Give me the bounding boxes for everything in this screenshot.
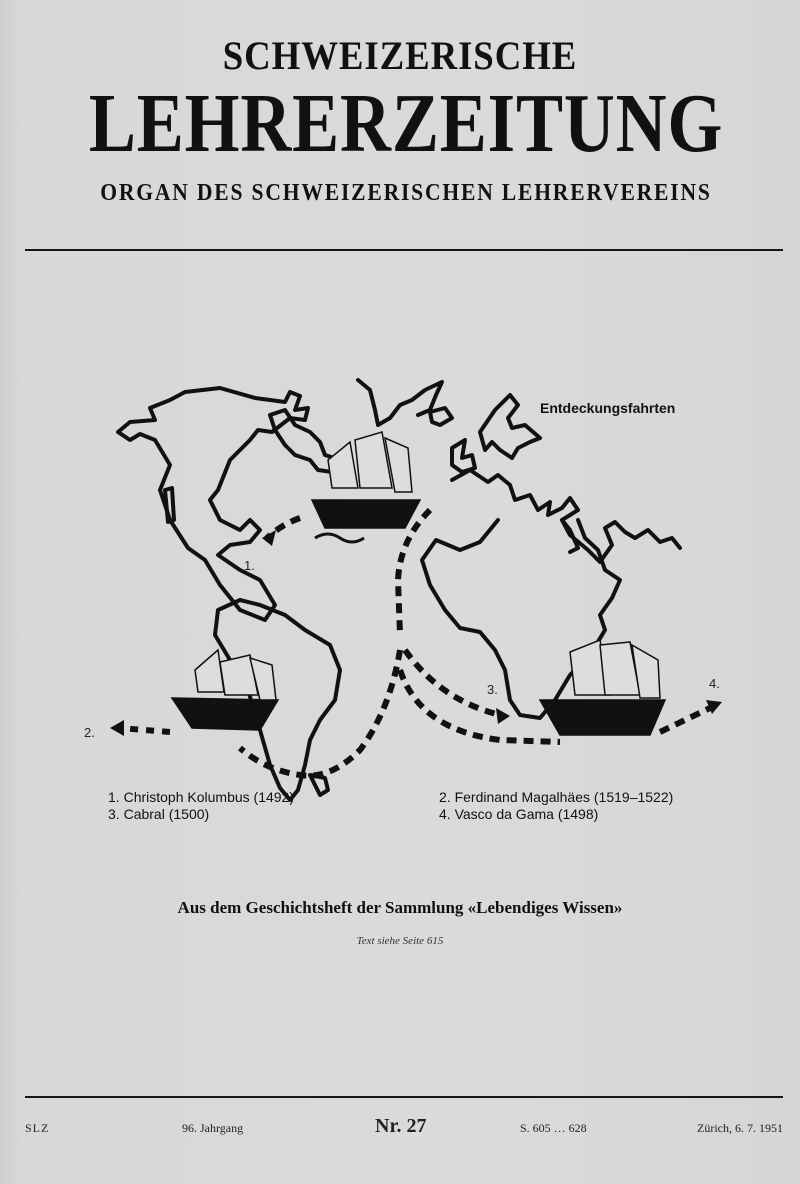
masthead-subtitle: ORGAN DES SCHWEIZERISCHEN LEHRERVEREINS xyxy=(100,180,712,206)
top-divider xyxy=(25,249,783,251)
legend-item-vasco-da-gama: 4. Vasco da Gama (1498) xyxy=(439,806,599,822)
map-legend-right xyxy=(439,789,673,823)
route-label-4: 4. xyxy=(709,676,720,691)
journal-abbreviation: SLZ xyxy=(25,1121,50,1135)
world-map-icon xyxy=(100,370,740,810)
discovery-voyages-map xyxy=(100,370,740,810)
legend-item-columbus: 1. Christoph Kolumbus (1492) xyxy=(108,789,294,805)
route-label-1: 1. xyxy=(244,558,255,573)
issue-footer xyxy=(25,1116,783,1140)
map-title: Entdeckungsfahrten xyxy=(540,400,676,416)
volume-number: 96. Jahrgang xyxy=(182,1121,244,1135)
masthead-title: LEHRERZEITUNG xyxy=(88,77,724,170)
masthead-line1: SCHWEIZERISCHE xyxy=(222,33,578,78)
bottom-divider xyxy=(25,1096,783,1098)
illustration-caption: Aus dem Geschichtsheft der Sammlung «Lebendiges Wissen» xyxy=(177,898,623,917)
legend-item-magalhaes: 2. Ferdinand Magalhäes (1519–1522) xyxy=(439,789,674,805)
issue-number: Nr. 27 xyxy=(375,1115,427,1137)
page-reference: Text siehe Seite 615 xyxy=(356,935,444,947)
map-legend-left xyxy=(108,789,294,823)
route-label-3: 3. xyxy=(487,682,498,697)
place-date: Zürich, 6. 7. 1951 xyxy=(697,1121,783,1135)
legend-item-cabral: 3. Cabral (1500) xyxy=(108,806,210,822)
page-range: S. 605 … 628 xyxy=(520,1121,587,1135)
route-label-2: 2. xyxy=(84,725,95,740)
